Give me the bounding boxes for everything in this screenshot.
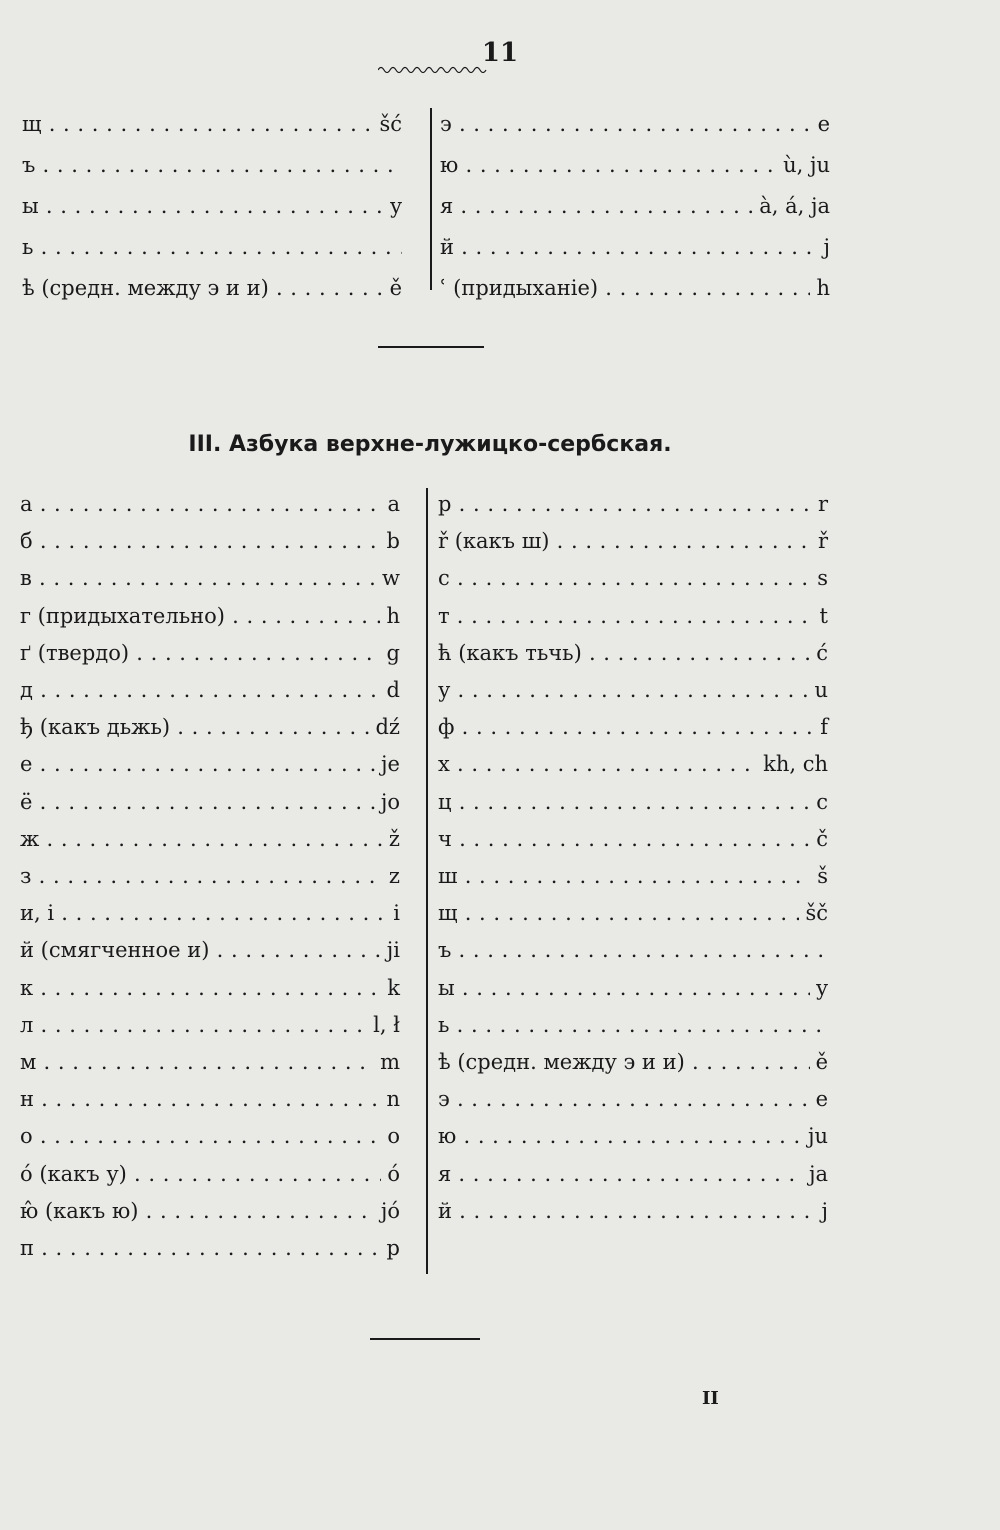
cyrillic-letter: ж . . . xyxy=(20,819,400,859)
cyrillic-letter: й . . . xyxy=(438,1191,828,1231)
alphabet-row xyxy=(20,670,400,710)
alphabet-row xyxy=(440,268,830,308)
alphabet-row xyxy=(20,1154,400,1194)
latin-equivalent: y xyxy=(810,968,828,1008)
latin-equivalent: č xyxy=(810,819,828,859)
cyrillic-letter: ь . . . xyxy=(438,1005,828,1045)
latin-equivalent: kh, ch xyxy=(757,744,828,784)
cyrillic-letter: р . . . xyxy=(438,484,828,524)
alphabet-row xyxy=(22,145,402,185)
latin-equivalent: ù, ju xyxy=(777,145,830,185)
alphabet-row xyxy=(438,596,828,636)
alphabet-row xyxy=(438,893,828,933)
alphabet-row xyxy=(438,1079,828,1119)
latin-equivalent: u xyxy=(808,670,828,710)
cyrillic-letter: ы . . . xyxy=(438,968,828,1008)
cyrillic-letter: ř (какъ ш) . . . xyxy=(438,521,828,561)
latin-equivalent: p xyxy=(381,1228,400,1268)
alphabet-row xyxy=(438,744,828,784)
latin-equivalent: w xyxy=(376,558,400,598)
cyrillic-letter: ю̂ (какъ ю) . . . xyxy=(20,1191,400,1231)
latin-equivalent: ju xyxy=(802,1116,828,1156)
cyrillic-letter: ђ (какъ дьжь) . . . xyxy=(20,707,400,747)
section-table-divider xyxy=(426,488,428,1274)
alphabet-row xyxy=(20,1079,400,1119)
latin-equivalent: à, á, ja xyxy=(753,186,830,226)
cyrillic-letter: ё . . . xyxy=(20,782,400,822)
latin-equivalent: s xyxy=(811,558,828,598)
cyrillic-letter: э . . . xyxy=(440,104,830,144)
latin-equivalent: ž xyxy=(383,819,400,859)
alphabet-row xyxy=(20,1191,400,1231)
alphabet-row xyxy=(22,268,402,308)
alphabet-row xyxy=(438,968,828,1008)
latin-equivalent: jo xyxy=(375,782,400,822)
latin-equivalent: l, ł xyxy=(367,1005,400,1045)
alphabet-row xyxy=(20,930,400,970)
cyrillic-letter: з . . . xyxy=(20,856,400,896)
cyrillic-letter: й . . . xyxy=(440,227,830,267)
alphabet-row xyxy=(438,1005,828,1045)
top-table-divider xyxy=(430,108,432,290)
latin-equivalent: je xyxy=(375,744,400,784)
latin-equivalent: j xyxy=(815,1191,828,1231)
alphabet-row xyxy=(20,893,400,933)
alphabet-row xyxy=(20,1116,400,1156)
cyrillic-letter: к . . . xyxy=(20,968,400,1008)
cyrillic-letter: л . . . xyxy=(20,1005,400,1045)
cyrillic-letter: ъ . . . xyxy=(438,930,828,970)
alphabet-row xyxy=(438,856,828,896)
cyrillic-letter: м . . . xyxy=(20,1042,400,1082)
alphabet-row xyxy=(20,968,400,1008)
latin-equivalent: d xyxy=(381,670,400,710)
latin-equivalent: a xyxy=(381,484,400,524)
alphabet-row xyxy=(440,104,830,144)
latin-equivalent: ó xyxy=(381,1154,400,1194)
latin-equivalent: e xyxy=(810,1079,828,1119)
alphabet-row xyxy=(438,930,828,970)
cyrillic-letter: ѣ (средн. между э и и) . . . xyxy=(22,268,402,308)
cyrillic-letter: г (придыхательно) . . . xyxy=(20,596,400,636)
cyrillic-letter: а . . . xyxy=(20,484,400,524)
cyrillic-letter: щ . . . xyxy=(22,104,402,144)
cyrillic-letter: ъ . . . xyxy=(22,145,402,185)
cyrillic-letter: ѣ (средн. между э и и) . . . xyxy=(438,1042,828,1082)
cyrillic-letter: щ . . . xyxy=(438,893,828,933)
latin-equivalent: i xyxy=(387,893,400,933)
latin-equivalent: k xyxy=(381,968,400,1008)
cyrillic-letter: т . . . xyxy=(438,596,828,636)
latin-equivalent: jó xyxy=(375,1191,400,1231)
alphabet-row xyxy=(438,1042,828,1082)
alphabet-row xyxy=(440,145,830,185)
section-separator-rule xyxy=(378,346,484,348)
cyrillic-letter: б . . . xyxy=(20,521,400,561)
cyrillic-letter: ó (какъ у) . . . xyxy=(20,1154,400,1194)
alphabet-row xyxy=(20,744,400,784)
alphabet-row xyxy=(438,484,828,524)
cyrillic-letter: ц . . . xyxy=(438,782,828,822)
alphabet-row xyxy=(22,227,402,267)
latin-equivalent: ě xyxy=(384,268,402,308)
alphabet-row xyxy=(438,1116,828,1156)
page-number: 11 xyxy=(481,38,519,68)
bottom-rule xyxy=(370,1338,480,1340)
cyrillic-letter: ф . . . xyxy=(438,707,828,747)
cyrillic-letter: э . . . xyxy=(438,1079,828,1119)
alphabet-row xyxy=(20,596,400,636)
latin-equivalent: šć xyxy=(373,104,402,144)
latin-equivalent: dź xyxy=(369,707,400,747)
latin-equivalent: z xyxy=(383,856,400,896)
cyrillic-letter: ю . . . xyxy=(440,145,830,185)
alphabet-row xyxy=(20,707,400,747)
alphabet-row xyxy=(20,633,400,673)
alphabet-row xyxy=(20,1005,400,1045)
alphabet-row xyxy=(438,521,828,561)
cyrillic-letter: н . . . xyxy=(20,1079,400,1119)
latin-equivalent: ja xyxy=(803,1154,828,1194)
alphabet-row xyxy=(440,186,830,226)
latin-equivalent: c xyxy=(810,782,828,822)
alphabet-row xyxy=(20,782,400,822)
cyrillic-letter: й (смягченное и) . . . xyxy=(20,930,400,970)
cyrillic-letter: х . . . xyxy=(438,744,828,784)
alphabet-row xyxy=(20,856,400,896)
latin-equivalent: b xyxy=(381,521,400,561)
section-title: III. Азбука верхне-лужицко-сербская. xyxy=(188,432,672,457)
alphabet-row xyxy=(440,227,830,267)
cyrillic-letter: я . . . xyxy=(438,1154,828,1194)
alphabet-row xyxy=(438,819,828,859)
latin-equivalent: y xyxy=(384,186,402,226)
sheet-signature-mark: II xyxy=(702,1388,719,1409)
alphabet-row xyxy=(20,521,400,561)
latin-equivalent: f xyxy=(814,707,828,747)
cyrillic-letter: ґ (твердо) . . . xyxy=(20,633,400,673)
latin-equivalent: r xyxy=(812,484,828,524)
cyrillic-letter: п . . . xyxy=(20,1228,400,1268)
cyrillic-letter: е . . . xyxy=(20,744,400,784)
cyrillic-letter: ю . . . xyxy=(438,1116,828,1156)
alphabet-row xyxy=(438,707,828,747)
latin-equivalent: e xyxy=(812,104,830,144)
latin-equivalent: g xyxy=(381,633,400,673)
latin-equivalent: š xyxy=(811,856,828,896)
cyrillic-letter: ч . . . xyxy=(438,819,828,859)
latin-equivalent: n xyxy=(380,1079,400,1119)
alphabet-row xyxy=(438,670,828,710)
cyrillic-letter: я . . . xyxy=(440,186,830,226)
alphabet-row xyxy=(20,558,400,598)
alphabet-row xyxy=(20,1228,400,1268)
alphabet-row xyxy=(22,104,402,144)
alphabet-row xyxy=(438,558,828,598)
alphabet-row xyxy=(438,1154,828,1194)
latin-equivalent: h xyxy=(810,268,830,308)
cyrillic-letter: с . . . xyxy=(438,558,828,598)
cyrillic-letter: ы . . . xyxy=(22,186,402,226)
cyrillic-letter: д . . . xyxy=(20,670,400,710)
latin-equivalent: ě xyxy=(810,1042,828,1082)
alphabet-row xyxy=(20,819,400,859)
cyrillic-letter: ь . . . xyxy=(22,227,402,267)
latin-equivalent: o xyxy=(381,1116,400,1156)
cyrillic-letter: о . . . xyxy=(20,1116,400,1156)
latin-equivalent: ř xyxy=(812,521,828,561)
alphabet-row xyxy=(20,1042,400,1082)
cyrillic-letter: в . . . xyxy=(20,558,400,598)
cyrillic-letter: у . . . xyxy=(438,670,828,710)
cyrillic-letter: ш . . . xyxy=(438,856,828,896)
alphabet-row xyxy=(438,633,828,673)
cyrillic-letter: и, і . . . xyxy=(20,893,400,933)
ornamental-wave-rule xyxy=(378,64,488,76)
latin-equivalent: j xyxy=(817,227,830,267)
alphabet-row xyxy=(438,1191,828,1231)
latin-equivalent: t xyxy=(814,596,828,636)
alphabet-row xyxy=(20,484,400,524)
alphabet-row xyxy=(22,186,402,226)
alphabet-row xyxy=(438,782,828,822)
cyrillic-letter: ћ (какъ тьчь) . . . xyxy=(438,633,828,673)
cyrillic-letter: ʿ (придыханіе) . . . xyxy=(440,268,830,308)
latin-equivalent: šč xyxy=(799,893,828,933)
latin-equivalent: h xyxy=(380,596,400,636)
latin-equivalent: ji xyxy=(381,930,400,970)
latin-equivalent: m xyxy=(374,1042,400,1082)
latin-equivalent: ć xyxy=(810,633,828,673)
